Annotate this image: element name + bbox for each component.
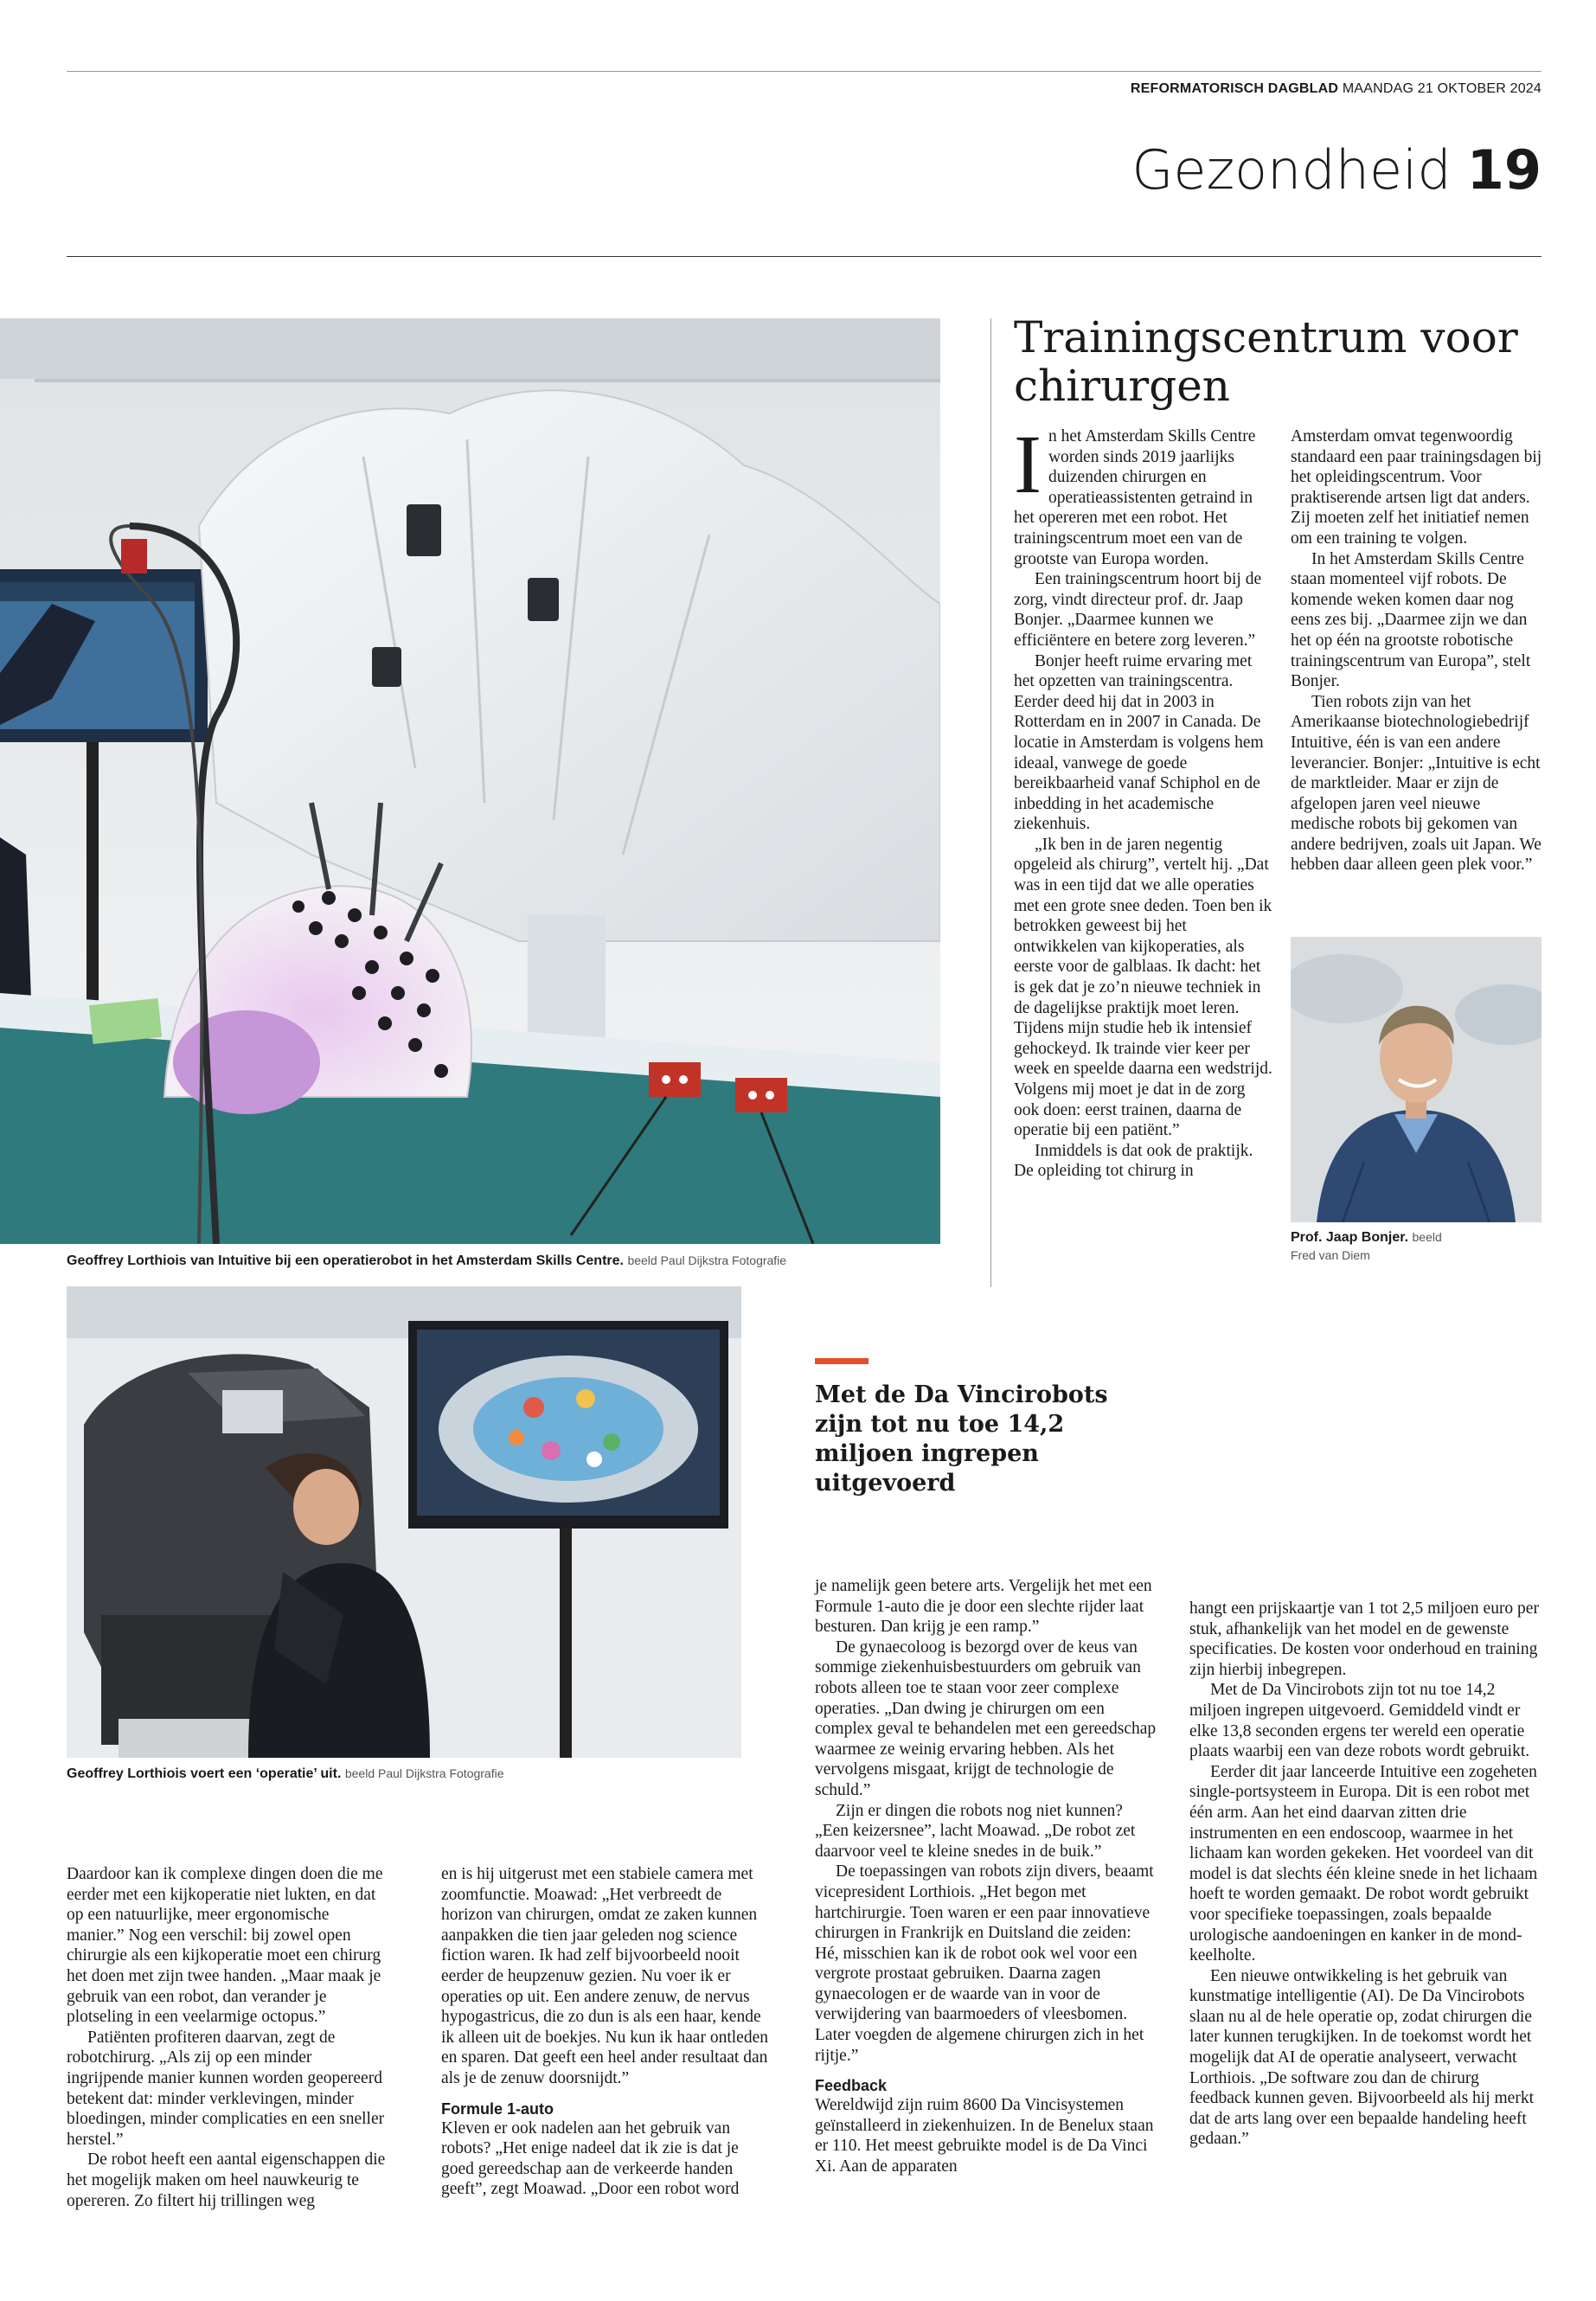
portrait-illustration <box>1291 937 1542 1222</box>
article-col-4 <box>1189 1599 1540 2150</box>
photo2-caption <box>67 1765 741 1783</box>
console-illustration <box>67 1286 741 1758</box>
portrait-photo <box>1291 937 1542 1222</box>
photo1-caption <box>67 1252 940 1270</box>
sidebar-col1-p1-text: n het Amsterdam Skills Centre worden sinds 2019 jaarlijks duizenden chirurgen en operatieassistenten getraind in het opereren met een robot. Het trainingscentrum moet een van de grootste van Europa worden. <box>1014 427 1256 568</box>
sidebar-col2-p2: In het Amsterdam Skills Centre staan momenteel vijf robots. De komende weken komen daar nog eens zes bij. „Daarmee zijn we dan het op één na grootste robotische trainingscentrum van Europa”, stelt Bonjer. <box>1291 549 1531 691</box>
article-col2-p2: Kleven er ook nadelen aan het gebruik van robots? „Het enige nadeel dat ik zie is dat je goed gereedschap aan de verkeerde handen geeft”, zegt Moawad. „Door een robot word <box>441 2118 740 2199</box>
article-col3-p3: Zijn er dingen die robots nog niet kunnen? „Een keizersnee”, lacht Moawad. „De robot zet daarvoor veel te kleine snedes in de buik.” <box>815 1801 1136 1861</box>
page-number: 19 <box>1466 138 1542 202</box>
header-rule <box>67 256 1542 257</box>
pullquote-accent <box>815 1358 869 1364</box>
top-rule <box>67 71 1542 72</box>
photo-surgeon-console <box>67 1286 741 1758</box>
sidebar-col1-p5: Inmiddels is dat ook de praktijk. De opleiding tot chirurg in <box>1014 1141 1253 1181</box>
pullquote: Met de Da Vincirobots zijn tot nu toe 14,2 miljoen ingrepen uitgevoerd <box>815 1381 1108 1497</box>
sidebar-col-1 <box>1014 418 1273 1182</box>
photo2-caption-text: Geoffrey Lorthiois voert een ‘operatie’ uit. <box>67 1766 342 1781</box>
article-col3-p2: De gynaecoloog is bezorgd over de keus van sommige ziekenhuisbestuurders om gebruik van robots alleen toe te staan voor zeer complexe operaties. „Dan dwing je chirurgen om een complex geval te behandelen met een gereedschap waarmee ze weinig ervaring hebben. Als het vervolgens misgaat, krijgt de technologie de schuld.” <box>815 1638 1157 1799</box>
subhead-feedback: Feedback <box>815 2077 888 2095</box>
article-col4-p2: Met de Da Vincirobots zijn tot nu toe 14,2 miljoen ingrepen uitgevoerd. Gemiddeld vindt er elke 13,8 seconden ergens ter wereld een operatie plaats waarbij een van deze robots wordt gebruikt. <box>1189 1681 1530 1761</box>
article-col4-p3: Eerder dit jaar lanceerde Intuitive een zogeheten single-portsysteem in Europa. Dit is een robot met één arm. Aan het eind daarvan zitten drie instrumenten en een endoscoop, waarmee in het lichaam kan worden gekeken. Het voordeel van dit model is dat slechts één kleine snede in het lichaam hoeft te worden gemaakt. De robot wordt gebruikt voor specifieke toepassingen, zoals bepaalde urologische aandoeningen en kanker in de mond-keelholte. <box>1189 1762 1538 1965</box>
article-col-1 <box>67 1864 387 2211</box>
sidebar-col2-p1: Amsterdam omvat tegenwoordig standaard een paar trainingsdagen bij het opleidingscentrum. Voor praktiserende artsen ligt dat anders. Zij moeten zelf het initiatief nemen om een training te volgen. <box>1291 427 1542 548</box>
photo1-credit: beeld Paul Dijkstra Fotografie <box>627 1253 787 1267</box>
article-col1-p3: De robot heeft een aantal eigenschappen die het mogelijk maken om heel nauwkeurig te opereren. Zo filtert hij trillingen weg <box>67 2150 386 2210</box>
article-col3-p4: De toepassingen van robots zijn divers, beaamt vicepresident Lorthiois. „Het begon met hartchirurgie. Toen waren er een paar innovatieve chirurgen in Frankrijk en Duitsland die zeiden: Hé, misschien kan ik de robot ook wel voor een vergrote prostaat gebruiken. Daarna zagen gynaecologen er de waarde van in voor de verwijdering van baarmoeders of vleesbomen. Later voegden de algemene chirurgen zich in het rijtje.” <box>815 1862 1154 2065</box>
article-col3-p5: Wereldwijd zijn ruim 8600 Da Vincisystemen geïnstalleerd in ziekenhuizen. In de Benelux staan er 110. Het meest gebruikte model is de Da Vinci Xi. Aan de apparaten <box>815 2096 1154 2176</box>
sidebar-col2-p3: Tien robots zijn van het Amerikaanse biotechnologiebedrijf Intuitive, één is van een andere leverancier. Bonjer: „Intuitive is echt de marktleider. Maar er zijn de afgelopen jaren veel nieuwe medische robots bij gekomen van andere bedrijven, zoals uit Japan. We hebben daar alleen geen plek voor.” <box>1291 692 1542 875</box>
sidebar-headline: Trainingscentrum voor chirurgen <box>1014 312 1518 411</box>
article-col4-p1: hangt een prijskaartje van 1 tot 2,5 miljoen euro per stuk, afhankelijk van het model en de gewenste specificaties. De kosten voor onderhoud en training zijn hierbij inbegrepen. <box>1189 1599 1539 1679</box>
article-col-2 <box>441 1864 770 2200</box>
subhead-formule: Formule 1-auto <box>441 2099 554 2118</box>
sidebar-col1-p1 <box>1014 418 1273 569</box>
article-col1-p2: Patiënten profiteren daarvan, zegt de robotchirurg. „Als zij op een minder ingrijpende manier kunnen worden geopereerd betekent dat: minder verklevingen, minder bloedingen, minder complicaties en een sneller herstel.” <box>67 2028 385 2149</box>
paper-name: REFORMATORISCH DAGBLAD <box>1130 81 1339 96</box>
section-title: Gezondheid <box>1131 138 1452 202</box>
article-col4-p4: Een nieuwe ontwikkeling is het gebruik van kunstmatige intelligentie (AI). De Da Vincirobots slaan nu al de hele operatie op, zodat chirurgen die later kunnen terugkijken. In de toekomst wordt het mogelijk dat AI de operatie analyseert, verwacht Lorthiois. „De software zou dan de chirurg feedback kunnen geven. Bijvoorbeeld als hij merkt dat de arts lang over een bepaalde handeling heeft gedaan.” <box>1189 1966 1534 2149</box>
portrait-caption-text: Prof. Jaap Bonjer. <box>1291 1230 1409 1245</box>
sidebar-divider <box>990 318 991 1287</box>
section-header <box>1131 138 1542 202</box>
photo-operating-robot <box>0 318 940 1244</box>
portrait-credit-a: beeld <box>1412 1230 1442 1244</box>
sidebar-col1-p3: Bonjer heeft ruime ervaring met het opzetten van trainingscentra. Eerder deed hij dat in 2003 in Rotterdam en in 2007 in Canada. De locatie in Amsterdam is volgens hem ideaal, vanwege de goede bereikbaarheid vanaf Schiphol en de inbedding in het academische ziekenhuis. <box>1014 651 1264 834</box>
portrait-caption <box>1291 1228 1542 1265</box>
article-col1-p1: Daardoor kan ik complexe dingen doen die me eerder met een kijkoperatie niet lukten, en dat op een natuurlijke, meer ergonomische manier.” Nog een verschil: bij zowel open chirurgie als een kijkoperatie moet een chirurg het doen met zijn twee handen. „Maar maak je gebruik van een robot, dan verander je plotseling in een veelarmige octopus.” <box>67 1865 383 2027</box>
photo1-caption-text: Geoffrey Lorthiois van Intuitive bij een operatierobot in het Amsterdam Skills Centre. <box>67 1253 624 1268</box>
portrait-credit-b: Fred van Diem <box>1291 1248 1370 1262</box>
robot-illustration <box>0 318 940 1244</box>
article-col-3 <box>815 1576 1157 2177</box>
sidebar-col1-p4: „Ik ben in de jaren negentig opgeleid als chirurg”, vertelt hij. „Dat was in een tijd dat we alle operaties met een grote snee deden. Toen ben ik betrokken geweest bij het ontwikkelen van kijkoperaties, als eerste voor de galblaas. Ik dacht: het is gek dat je zo’n nieuwe techniek in de dagelijkse praktijk moet leren. Tijdens mijn studie heb ik intensief gehockeyd. Ik trainde vier keer per week en speelde daarna een wedstrijd. Volgens mij moet je dat in de zorg ook doen: eerst trainen, daarna de operatie bij een patiënt.” <box>1014 835 1272 1140</box>
article-col3-p1: je namelijk geen betere arts. Vergelijk het met een Formule 1-auto die je door een slechte rijder laat besturen. Dan krijg je een ramp.” <box>815 1577 1152 1637</box>
dropcap: I <box>1014 418 1042 510</box>
photo2-credit: beeld Paul Dijkstra Fotografie <box>344 1766 504 1780</box>
article-col2-p1: en is hij uitgerust met een stabiele camera met zoomfunctie. Moawad: „Het verbreedt de horizon van chirurgen, omdat ze zaken kunnen aanpakken die tien jaar geleden nog science fiction waren. Ik had zelf bijvoorbeeld nooit eerder de heupzenuw gezien. Nu voer ik er operaties op uit. Een andere zenuw, de nervus hypogastricus, die zo dun is als een haar, kende ik alleen uit de boekjes. Nu kun ik haar ontleden en sparen. Dat geeft een heel ander resultaat dan als je de zenuw doorsnijdt.” <box>441 1865 768 2087</box>
issue-date: MAANDAG 21 OKTOBER 2024 <box>1342 81 1542 96</box>
sidebar-col-2 <box>1291 426 1546 875</box>
sidebar-col1-p2: Een trainingscentrum hoort bij de zorg, vindt directeur prof. dr. Jaap Bonjer. „Daarmee kunnen we efficiëntere en betere zorg leveren.” <box>1014 570 1262 650</box>
masthead <box>1131 81 1542 97</box>
